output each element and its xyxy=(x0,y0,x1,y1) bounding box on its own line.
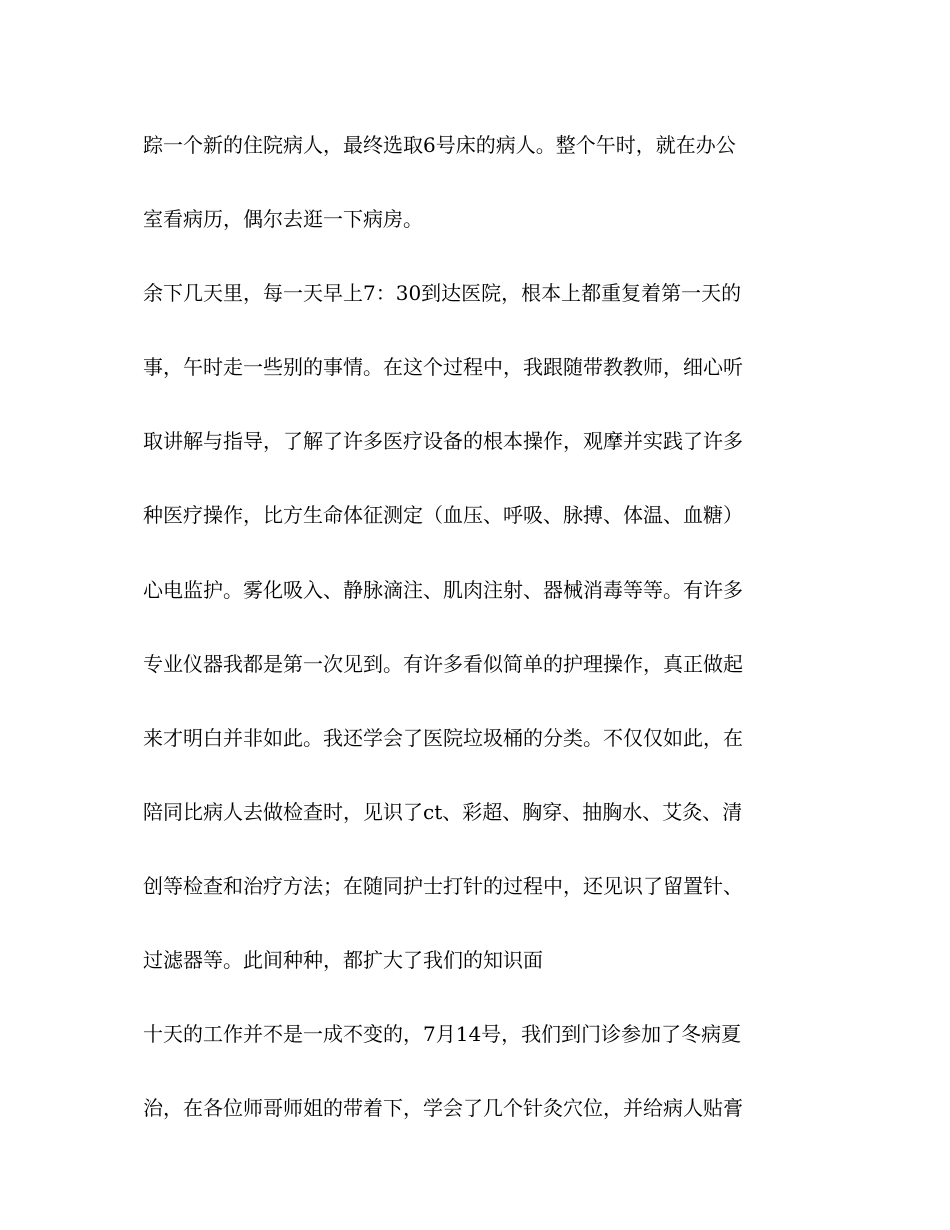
text-line: 室看病历，偶尔去逛一下病房。 xyxy=(143,207,423,232)
text-line: 过滤器等。此间种种，都扩大了我们的知识面 xyxy=(143,948,543,973)
text-line: 陪同比病人去做检查时，见识了ct、彩超、胸穿、抽胸水、艾灸、清 xyxy=(143,799,743,824)
text-line: 心电监护。雾化吸入、静脉滴注、肌肉注射、器械消毒等等。有许多 xyxy=(143,577,743,602)
text-line: 专业仪器我都是第一次见到。有许多看似简单的护理操作，真正做起 xyxy=(143,651,743,676)
text-line: 创等检查和治疗方法；在随同护士打针的过程中，还见识了留置针、 xyxy=(143,873,743,898)
text-line: 十天的工作并不是一成不变的，7月14号，我们到门诊参加了冬病夏 xyxy=(143,1022,742,1047)
text-line: 事，午时走一些别的事情。在这个过程中，我跟随带教教师，细心听 xyxy=(143,355,743,380)
text-line: 踪一个新的住院病人，最终选取6号床的病人。整个午时，就在办公 xyxy=(143,133,736,157)
text-line: 种医疗操作，比方生命体征测定（血压、呼吸、脉搏、体温、血糖） xyxy=(143,503,743,528)
text-line: 来才明白并非如此。我还学会了医院垃圾桶的分类。不仅仅如此，在 xyxy=(143,725,743,750)
body-text xyxy=(143,108,808,1145)
text-line: 取讲解与指导，了解了许多医疗设备的根本操作，观摩并实践了许多 xyxy=(143,429,743,454)
text-line: 余下几天里，每一天早上7：30到达医院，根本上都重复着第一天的 xyxy=(143,281,742,306)
text-line: 治，在各位师哥师姐的带着下，学会了几个针灸穴位，并给病人贴膏 xyxy=(143,1096,743,1121)
